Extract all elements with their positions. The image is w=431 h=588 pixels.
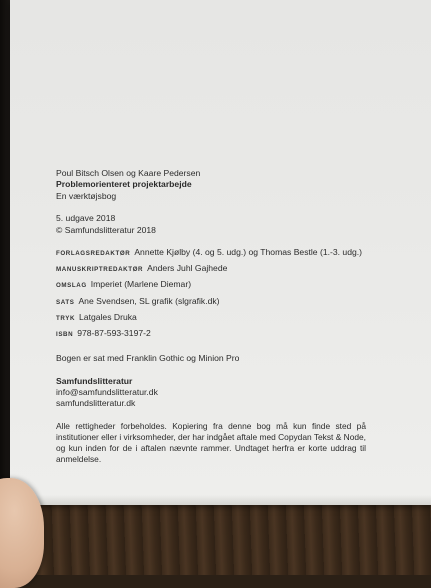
wooden-floor bbox=[0, 505, 431, 575]
credit-value: Annette Kjølby (4. og 5. udg.) og Thomas Bestle (1.-3. udg.) bbox=[134, 247, 363, 258]
credit-label: MANUSKRIPTREDAKTØR bbox=[56, 266, 144, 274]
rights-notice: Alle rettigheder forbeholdes. Kopiering fra denne bog må kun finde sted på institutioner eller i virksomheder, der har indgået aftale med Copydan Tekst & Node, og kun inden for de i aftalen nævnte rammer. Undtaget herfra er korte uddrag til anmeldelse. bbox=[56, 420, 366, 465]
edition-text: 5. udgave 2018 bbox=[56, 213, 116, 224]
publisher-email: info@samfundslitteratur.dk bbox=[56, 387, 158, 398]
credit-row bbox=[56, 279, 366, 291]
credit-label: ISBN bbox=[56, 331, 74, 339]
credits-list bbox=[56, 247, 366, 340]
book-subtitle: En værktøjsbog bbox=[56, 190, 117, 201]
copyright-text: © Samfundslitteratur 2018 bbox=[56, 224, 156, 235]
credit-row bbox=[56, 247, 366, 259]
credit-label: SATS bbox=[56, 298, 75, 306]
credit-value: Anders Juhl Gajhede bbox=[147, 263, 228, 274]
credit-row bbox=[56, 263, 366, 275]
credit-label: OMSLAG bbox=[56, 282, 87, 290]
credit-label: FORLAGSREDAKTØR bbox=[56, 250, 131, 258]
publisher-name: Samfundslitteratur bbox=[56, 375, 133, 386]
credit-value: Ane Svendsen, SL grafik (slgrafik.dk) bbox=[78, 295, 220, 306]
book-title: Problemorienteret projektarbejde bbox=[56, 179, 192, 190]
credit-value: 978-87-593-3197-2 bbox=[77, 328, 151, 339]
publisher-website: samfundslitteratur.dk bbox=[56, 398, 136, 409]
credit-row bbox=[56, 312, 366, 324]
credit-row bbox=[56, 328, 366, 340]
credit-value: Latgales Druka bbox=[79, 311, 137, 322]
credit-value: Imperiet (Marlene Diemar) bbox=[90, 279, 192, 290]
book-authors: Poul Bitsch Olsen og Kaare Pedersen bbox=[56, 168, 201, 178]
colophon bbox=[56, 168, 366, 466]
credit-label: TRYK bbox=[56, 314, 76, 322]
typography-note: Bogen er sat med Franklin Gothic og Minion Pro bbox=[56, 353, 240, 364]
credit-row bbox=[56, 296, 366, 308]
